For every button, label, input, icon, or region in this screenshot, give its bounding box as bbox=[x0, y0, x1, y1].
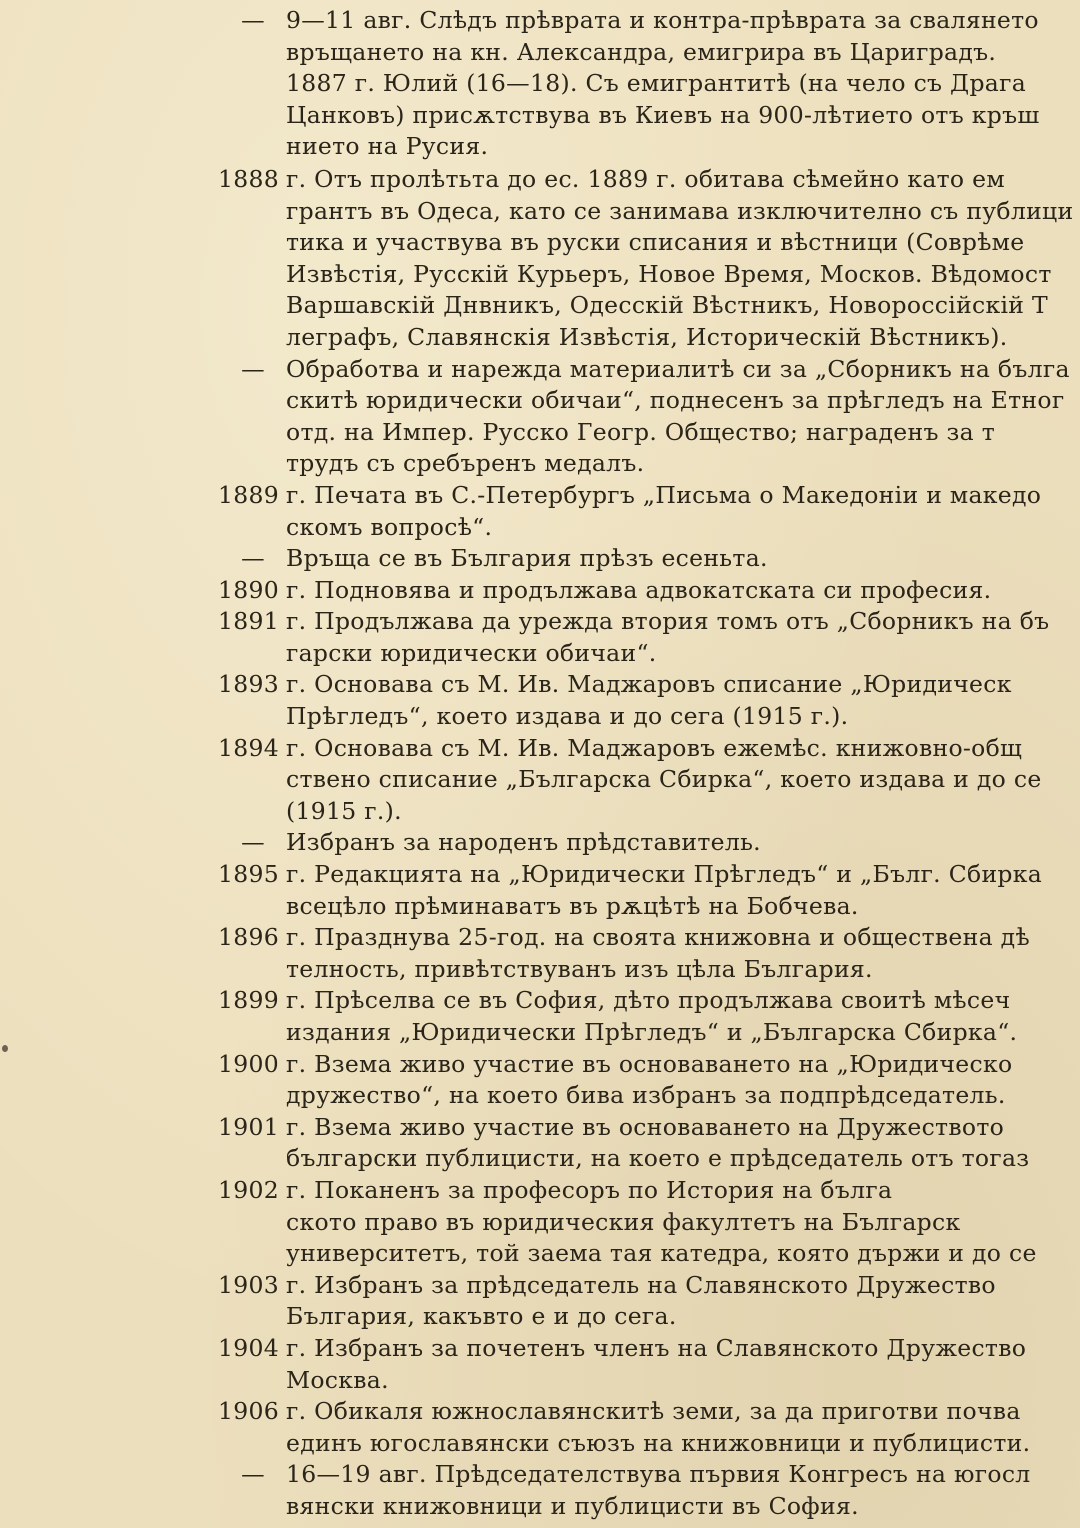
chronology-entry bbox=[0, 1459, 1080, 1522]
entry-dash-marker: — bbox=[241, 6, 265, 34]
entry-dash-marker: — bbox=[241, 1460, 265, 1489]
chronology-entry bbox=[0, 5, 1080, 163]
entry-text-line: г. Избранъ за прѣдседатель на Славянското Дружество bbox=[286, 1270, 996, 1299]
entry-text-line: единъ югославянски съюзъ на книжовници и публицисти. bbox=[286, 1428, 1031, 1457]
entry-text-line: всецѣло прѣминаватъ въ рѫцѣтѣ на Бобчева. bbox=[286, 891, 859, 920]
chronology-entry bbox=[0, 354, 1080, 480]
entry-year: 1902 bbox=[217, 1175, 279, 1204]
entry-text-line: отд. на Импер. Русско Геогр. Общество; награденъ за т bbox=[286, 417, 996, 446]
entry-year: 1890 bbox=[217, 575, 279, 604]
entry-text-line: дружество“, на което бива избранъ за подпрѣдседатель. bbox=[286, 1081, 1006, 1110]
entry-year: 1891 bbox=[217, 607, 279, 636]
chronology-entry bbox=[0, 1112, 1080, 1175]
chronology-list bbox=[0, 5, 1080, 1523]
entry-text-line: г. Основава съ М. Ив. Маджаровъ ежемѣс. книжовно-общ bbox=[286, 733, 1023, 762]
entry-text-line: леграфъ, Славянскія Извѣстія, Историческій Вѣстникъ). bbox=[286, 322, 1008, 351]
chronology-entry bbox=[0, 1396, 1080, 1459]
entry-year: 1893 bbox=[217, 670, 279, 699]
chronology-entry bbox=[0, 575, 1080, 607]
entry-text-line: г. Обикаля южнославянскитѣ земи, за да приготви почва bbox=[286, 1397, 1021, 1426]
entry-text-line: ското право въ юридическия факултетъ на Българск bbox=[286, 1207, 961, 1236]
entry-text-line: връщането на кн. Александра, емигрира въ Цариградъ. bbox=[286, 37, 997, 66]
entry-text-line: телность, привѣтствуванъ изъ цѣла България. bbox=[286, 954, 873, 983]
entry-text-line: г. Избранъ за почетенъ членъ на Славянското Дружество bbox=[286, 1333, 1027, 1362]
chronology-entry bbox=[0, 922, 1080, 985]
entry-text-line: г. Продължава да урежда втория томъ отъ „Сборникъ на бъ bbox=[286, 607, 1050, 636]
entry-dash-marker: — bbox=[241, 544, 265, 573]
entry-text-line: г. Празднува 25-год. на своята книжовна и обществена дѣ bbox=[286, 923, 1030, 952]
entry-year: 1896 bbox=[217, 923, 279, 952]
entry-text-line: скитѣ юридически обичаи“, поднесенъ за прѣгледъ на Етног bbox=[286, 386, 1065, 415]
entry-year: 1900 bbox=[217, 1049, 279, 1078]
entry-text-line: Връща се въ България прѣзъ есеньта. bbox=[286, 544, 768, 573]
entry-year: 1889 bbox=[217, 480, 279, 509]
entry-text-line: гарски юридически обичаи“. bbox=[286, 638, 657, 667]
entry-year: 1904 bbox=[217, 1333, 279, 1362]
entry-text-line: 16—19 авг. Прѣдседателствува първия Конгресъ на югосл bbox=[286, 1460, 1031, 1489]
chronology-entry bbox=[0, 669, 1080, 732]
chronology-entry bbox=[0, 1175, 1080, 1270]
entry-year: 1888 bbox=[217, 164, 279, 193]
entry-year: 1899 bbox=[217, 986, 279, 1015]
entry-text-line: г. Подновява и продължава адвокатската си професия. bbox=[286, 575, 992, 604]
chronology-entry bbox=[0, 985, 1080, 1048]
entry-year: 1903 bbox=[217, 1270, 279, 1299]
entry-text-line: тика и участвува въ руски списания и вѣстници (Соврѣме bbox=[286, 228, 1025, 257]
entry-text-line: Извѣстія, Русскій Курьеръ, Новое Время, Москов. Вѣдомост bbox=[286, 259, 1052, 288]
entry-text-line: Избранъ за народенъ прѣдставитель. bbox=[286, 828, 761, 857]
entry-text-line: г. Взема живо участие въ основаването на Дружеството bbox=[286, 1112, 1005, 1141]
chronology-entry bbox=[0, 827, 1080, 859]
entry-text-line: г. Основава съ М. Ив. Маджаровъ списание „Юридическ bbox=[286, 670, 1012, 699]
entry-text-line: грантъ въ Одеса, като се занимава изключително съ публици bbox=[286, 196, 1074, 225]
chronology-entry bbox=[0, 480, 1080, 543]
entry-dash-marker: — bbox=[241, 354, 265, 383]
chronology-entry bbox=[0, 859, 1080, 922]
chronology-entry bbox=[0, 1270, 1080, 1333]
chronology-entry bbox=[0, 1333, 1080, 1396]
entry-text-line: ствено списание „Българска Сбирка“, което издава и до се bbox=[286, 765, 1042, 794]
entry-year: 1894 bbox=[217, 733, 279, 762]
entry-dash-marker: — bbox=[241, 828, 265, 857]
entry-text-line: 9—11 авг. Слѣдъ прѣврата и контра-прѣврата за свалянето bbox=[286, 6, 1039, 34]
entry-year: 1901 bbox=[217, 1112, 279, 1141]
chronology-entry bbox=[0, 543, 1080, 575]
entry-text-line: г. Взема живо участие въ основаването на „Юридическо bbox=[286, 1049, 1013, 1078]
entry-text-line: 1887 г. Юлий (16—18). Съ емигрантитѣ (на чело съ Драга bbox=[286, 69, 1027, 98]
entry-text-line: г. Отъ пролѣтьта до ес. 1889 г. обитава сѣмейно като ем bbox=[286, 164, 1005, 193]
entry-text-line: България, какъвто е и до сега. bbox=[286, 1302, 677, 1331]
entry-text-line: Обработва и нарежда материалитѣ си за „Сборникъ на бълга bbox=[286, 354, 1070, 383]
entry-text-line: издания „Юридически Прѣгледъ“ и „Българска Сбирка“. bbox=[286, 1018, 1018, 1046]
entry-text-line: Варшавскій Днвникъ, Одесскій Вѣстникъ, Новороссійскій Т bbox=[286, 291, 1049, 320]
entry-text-line: Цанковъ) присѫтствува въ Киевъ на 900-лѣтието отъ кръш bbox=[286, 100, 1040, 129]
entry-text-line: г. Печата въ С.-Петербургъ „Письма о Македоніи и македо bbox=[286, 480, 1042, 509]
entry-text-line: (1915 г.). bbox=[286, 796, 402, 825]
chronology-entry bbox=[0, 733, 1080, 828]
entry-text-line: Москва. bbox=[286, 1365, 389, 1394]
entry-text-line: скомъ вопросѣ“. bbox=[286, 512, 493, 541]
entry-year: 1895 bbox=[217, 860, 279, 889]
chronology-entry bbox=[0, 164, 1080, 354]
entry-text-line: Прѣгледъ“, което издава и до сега (1915 г.). bbox=[286, 702, 849, 731]
chronology-entry bbox=[0, 1049, 1080, 1112]
entry-text-line: г. Редакцията на „Юридически Прѣгледъ“ и „Бълг. Сбирка bbox=[286, 860, 1043, 889]
entry-year: 1906 bbox=[217, 1397, 279, 1426]
entry-text-line: г. Поканенъ за професоръ по История на бълга bbox=[286, 1175, 893, 1204]
entry-text-line: вянски книжовници и публицисти въ София. bbox=[286, 1491, 859, 1520]
chronology-entry bbox=[0, 606, 1080, 669]
entry-text-line: нието на Русия. bbox=[286, 132, 489, 161]
entry-text-line: г. Прѣселва се въ София, дѣто продължава своитѣ мѣсеч bbox=[286, 986, 1011, 1015]
entry-text-line: български публицисти, на което е прѣдседатель отъ тогаз bbox=[286, 1144, 1030, 1173]
entry-text-line: трудъ съ сребъренъ медалъ. bbox=[286, 449, 645, 478]
entry-text-line: университетъ, той заема тая катедра, която държи и до се bbox=[286, 1239, 1037, 1268]
